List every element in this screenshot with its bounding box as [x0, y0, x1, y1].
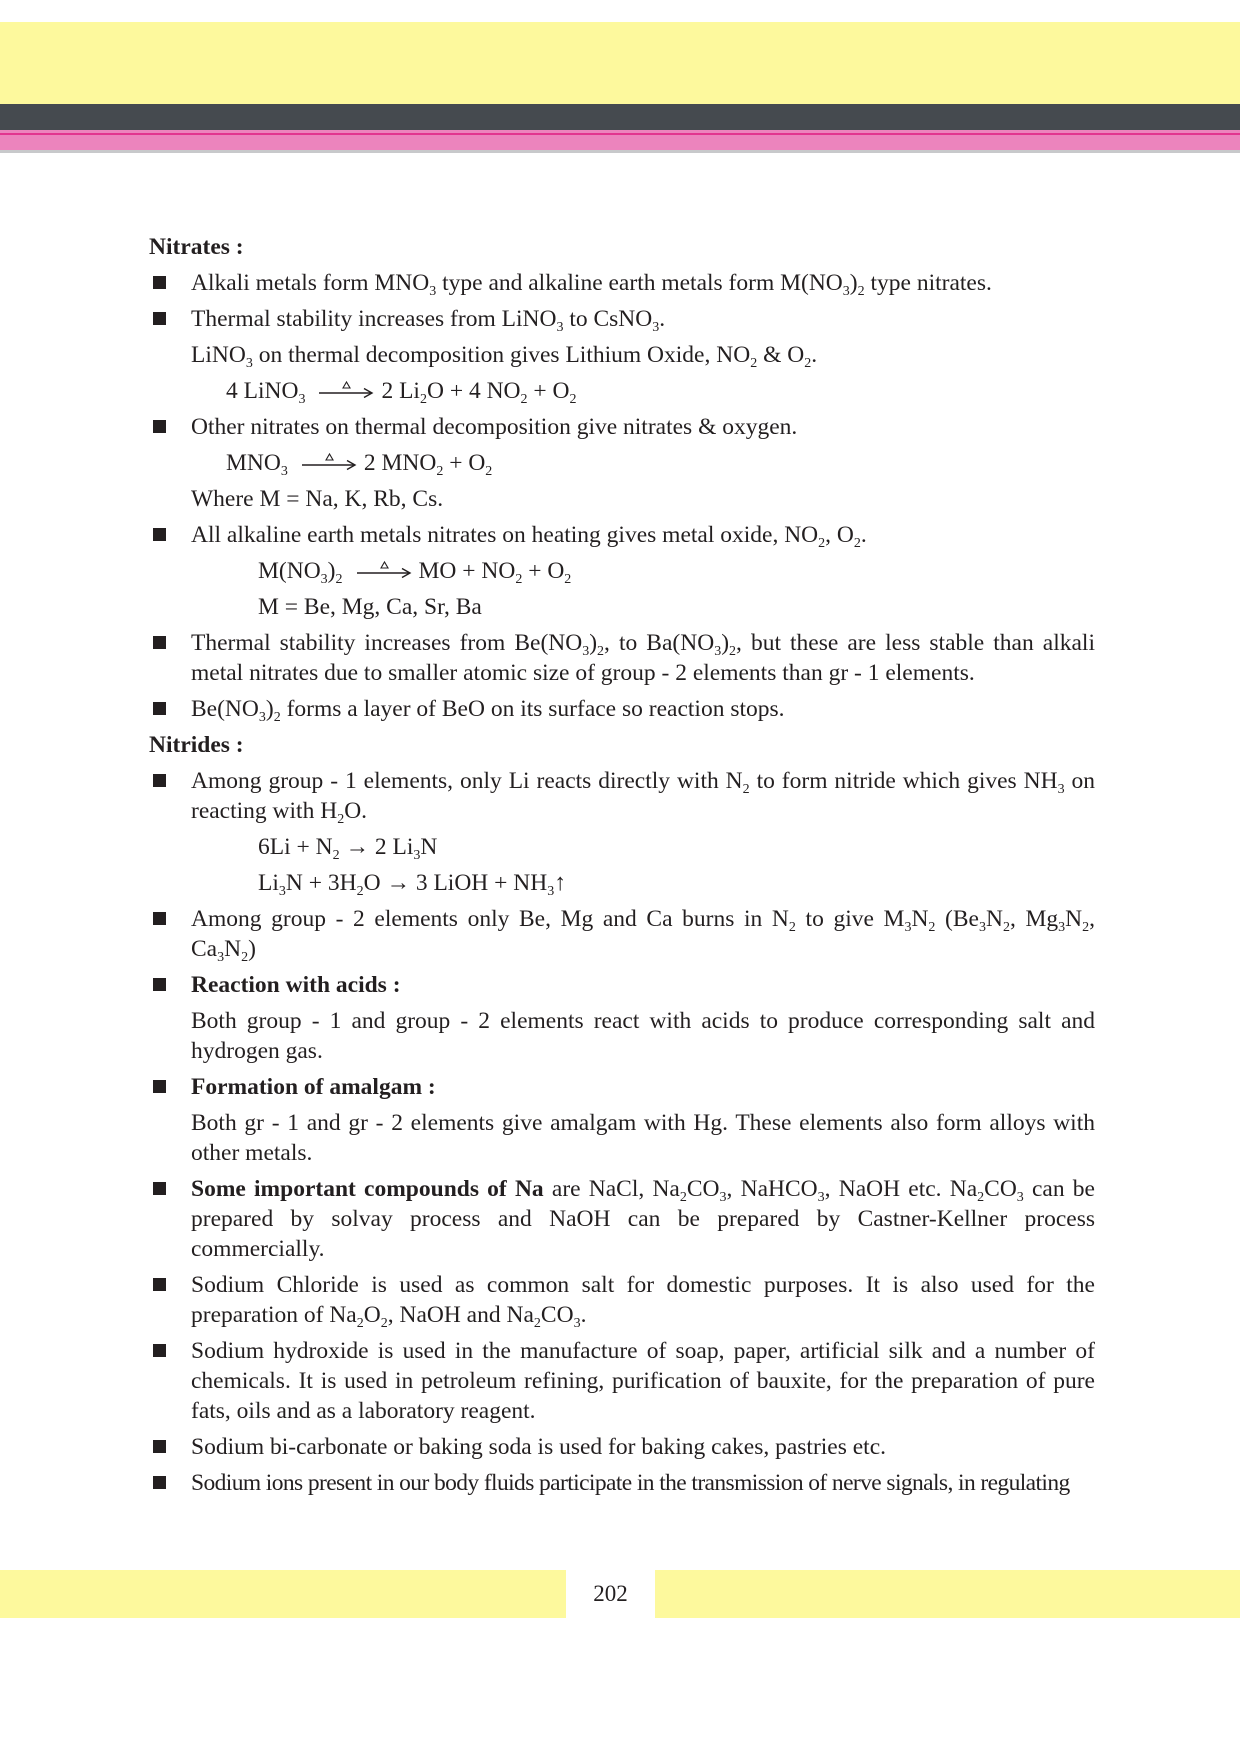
- m-elements-list: M = Be, Mg, Ca, Sr, Ba: [258, 594, 482, 620]
- amalgam-text: Both gr - 1 and gr - 2 elements give amalgam with Hg. These elements also form alloys with other metals.: [191, 1110, 1095, 1166]
- where-m-text: Where M = Na, K, Rb, Cs.: [191, 486, 444, 512]
- equation-li3n-formation: $6Li + N_2 \to 2$ $Li_3N$: [258, 834, 438, 863]
- lino3-decomposition-text: LiNO$_3$ on thermal decomposition gives Lithium Oxide, $NO_2$ & $O_2$.: [191, 342, 818, 371]
- equation-mno3: $MNO_3$ 2 $MNO_2 + O_2$: [226, 450, 493, 479]
- bullet-group2-nitrides: Among group - 2 elements only Be, Mg and Ca burns in $N_2$ to give $M_3N_2$ ($Be_3N_2$, $Mg_3N_2$, $Ca_3N_2$): [149, 904, 1095, 964]
- equation-lino3: 4 LiNO$_3$ 2 $Li_2O + 4$ $NO_2 + O_2$: [226, 378, 577, 407]
- header-pink-line: [0, 133, 1240, 135]
- header-grey-line: [0, 150, 1240, 153]
- footer-band-left: [0, 1570, 566, 1618]
- footer-band-right: [655, 1570, 1240, 1618]
- bullet-sodium-ions: Sodium ions present in our body fluids participate in the transmission of nerve signals, in regulating: [149, 1468, 1095, 1498]
- header-dark-band: [0, 104, 1240, 130]
- bullet-thermal-stability: Thermal stability increases from LiNO$_3$ to CsNO$_3$.: [149, 304, 1095, 334]
- header-yellow-band: [0, 22, 1240, 104]
- equation-li3n-hydrolysis: $Li_3N + 3H_2O \to 3$ LiOH + $NH_3↑$: [258, 870, 566, 899]
- bullet-alkaline-earth-nitrates: All alkaline earth metals nitrates on heating gives metal oxide, $NO_2$, $O_2$.: [149, 520, 1095, 550]
- bullet-nitrate-types: Alkali metals form $MNO_3$ type and alkaline earth metals form $M(NO_3)_2$ type nitrates.: [149, 268, 1095, 298]
- section-heading-nitrides: Nitrides :: [149, 732, 244, 758]
- page-content: [149, 232, 1095, 1504]
- bullet-sodium-hydroxide: Sodium hydroxide is used in the manufacture of soap, paper, artificial silk and a number of chemicals. It is used in petroleum refining, purification of bauxite, for the preparation of pure fats, oils and as a laboratory reagent.: [149, 1336, 1095, 1426]
- bullet-other-nitrates: Other nitrates on thermal decomposition give nitrates & oxygen.: [149, 412, 1095, 442]
- bullet-formation-of-amalgam: Formation of amalgam :: [149, 1072, 1095, 1102]
- delta-arrow-icon: [300, 448, 358, 472]
- equation-m-no3-2: $M(NO_3)_2$ MO + $NO_2 + O_2$: [258, 558, 572, 587]
- bullet-li-nitride: Among group - 1 elements, only Li reacts directly with $N_2$ to form nitride which gives $NH_3$ on reacting with $H_2O$.: [149, 766, 1095, 826]
- up-arrow-icon: ↑: [554, 870, 566, 896]
- page-number: 202: [593, 1581, 628, 1606]
- acids-text: Both group - 1 and group - 2 elements react with acids to produce corresponding salt and hydrogen gas.: [191, 1008, 1095, 1064]
- bullet-reaction-with-acids: Reaction with acids :: [149, 970, 1095, 1000]
- bullet-be-to-ba-stability: Thermal stability increases from $Be(NO_3)_2$, to $Ba(NO_3)_2$, but these are less stable than alkali metal nitrates due to smaller atomic size of group - 2 elements than gr - 1 elements.: [149, 628, 1095, 688]
- bullet-sodium-chloride: Sodium Chloride is used as common salt for domestic purposes. It is also used for the preparation of $Na_2O_2$, NaOH and $Na_2CO_3$.: [149, 1270, 1095, 1330]
- delta-arrow-icon: [317, 376, 375, 400]
- bullet-na-compounds: Some important compounds of Na are NaCl, $Na_2CO_3$, NaHCO$_3$, NaOH etc. $Na_2CO_3$ can be prepared by solvay process and NaOH can be prepared by Castner-Kellner process commercially.: [149, 1174, 1095, 1264]
- bullet-sodium-bicarbonate: Sodium bi-carbonate or baking soda is used for baking cakes, pastries etc.: [149, 1432, 1095, 1462]
- delta-arrow-icon: [355, 556, 413, 580]
- bullet-beo-layer: $Be(NO_3)_2$ forms a layer of BeO on its surface so reaction stops.: [149, 694, 1095, 724]
- section-heading-nitrates: Nitrates :: [149, 234, 244, 260]
